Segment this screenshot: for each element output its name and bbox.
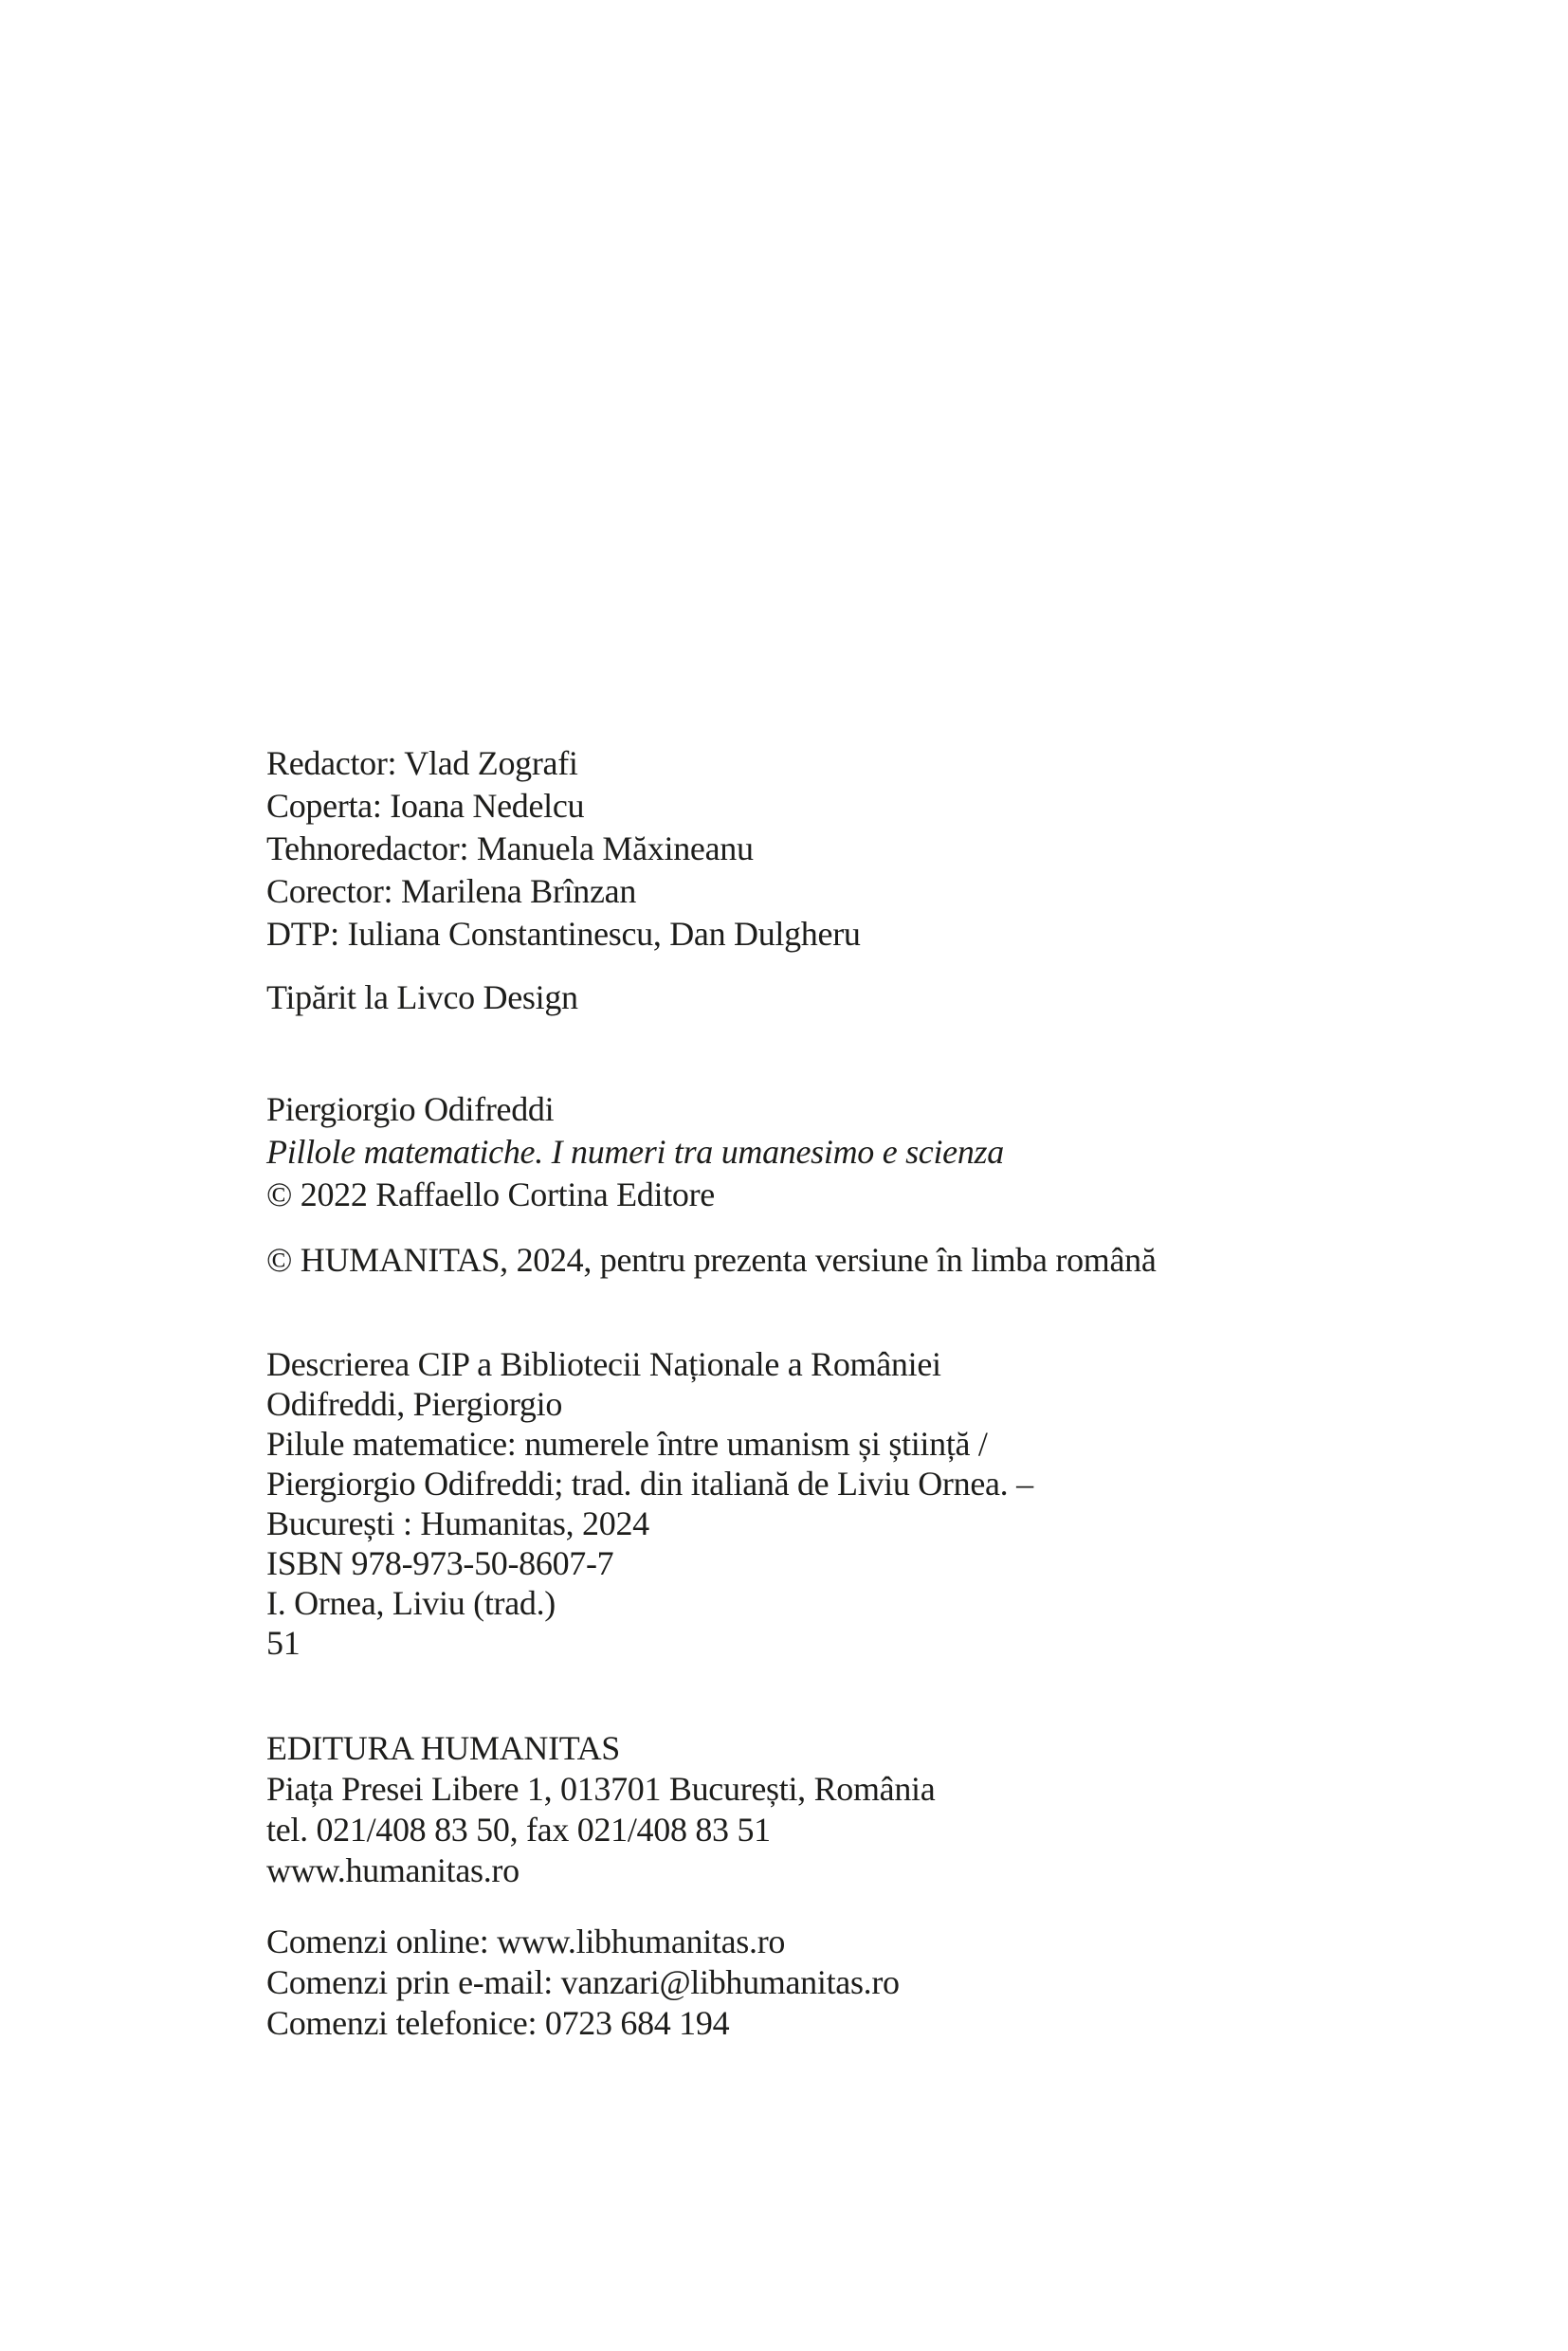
cip-imprint-line: București : Humanitas, 2024 (266, 1504, 649, 1542)
original-author-line: Piergiorgio Odifreddi (266, 1090, 555, 1128)
orders-phone-line: Comenzi telefonice: 0723 684 194 (266, 2004, 730, 2042)
romanian-copyright-block (266, 1239, 1157, 1282)
romanian-copyright-line: © HUMANITAS, 2024, pentru prezenta versiune în limba română (266, 1241, 1157, 1279)
cip-description-block (266, 1344, 1033, 1663)
staff-credits-block (266, 742, 861, 956)
cip-author-line: Odifreddi, Piergiorgio (266, 1385, 563, 1423)
publisher-address-line: Piața Presei Libere 1, 013701 București, România (266, 1770, 936, 1808)
orders-block (266, 1922, 900, 2044)
tehnoredactor-line: Tehnoredactor: Manuela Măxineanu (266, 829, 754, 867)
redactor-line: Redactor: Vlad Zografi (266, 744, 578, 782)
original-copyright-line: © 2022 Raffaello Cortina Editore (266, 1176, 715, 1213)
cip-translator-line: Piergiorgio Odifreddi; trad. din italiană de Liviu Ornea. – (266, 1465, 1033, 1503)
cip-class-number: 51 (266, 1624, 301, 1662)
cip-title-line: Pilule matematice: numerele între umanism și știință / (266, 1425, 988, 1463)
orders-email-line: Comenzi prin e-mail: vanzari@libhumanitas.ro (266, 1963, 900, 2001)
original-title-line: Pillole matematiche. I numeri tra umanesimo e scienza (266, 1133, 1004, 1171)
cip-isbn-line: ISBN 978-973-50-8607-7 (266, 1544, 614, 1582)
printer-block (266, 976, 578, 1019)
cip-reference-line: I. Ornea, Liviu (trad.) (266, 1584, 556, 1622)
publisher-website-line: www.humanitas.ro (266, 1851, 520, 1889)
publisher-phone-line: tel. 021/408 83 50, fax 021/408 83 51 (266, 1811, 771, 1849)
dtp-line: DTP: Iuliana Constantinescu, Dan Dulgheru (266, 915, 861, 953)
cip-heading-line: Descrierea CIP a Bibliotecii Naționale a României (266, 1345, 941, 1383)
orders-online-line: Comenzi online: www.libhumanitas.ro (266, 1923, 786, 1960)
original-edition-block (266, 1088, 1004, 1216)
coperta-line: Coperta: Ioana Nedelcu (266, 787, 585, 825)
publisher-name-line: EDITURA HUMANITAS (266, 1729, 621, 1767)
corector-line: Corector: Marilena Brînzan (266, 872, 637, 910)
printer-line: Tipărit la Livco Design (266, 978, 578, 1016)
publisher-block (266, 1728, 935, 1891)
